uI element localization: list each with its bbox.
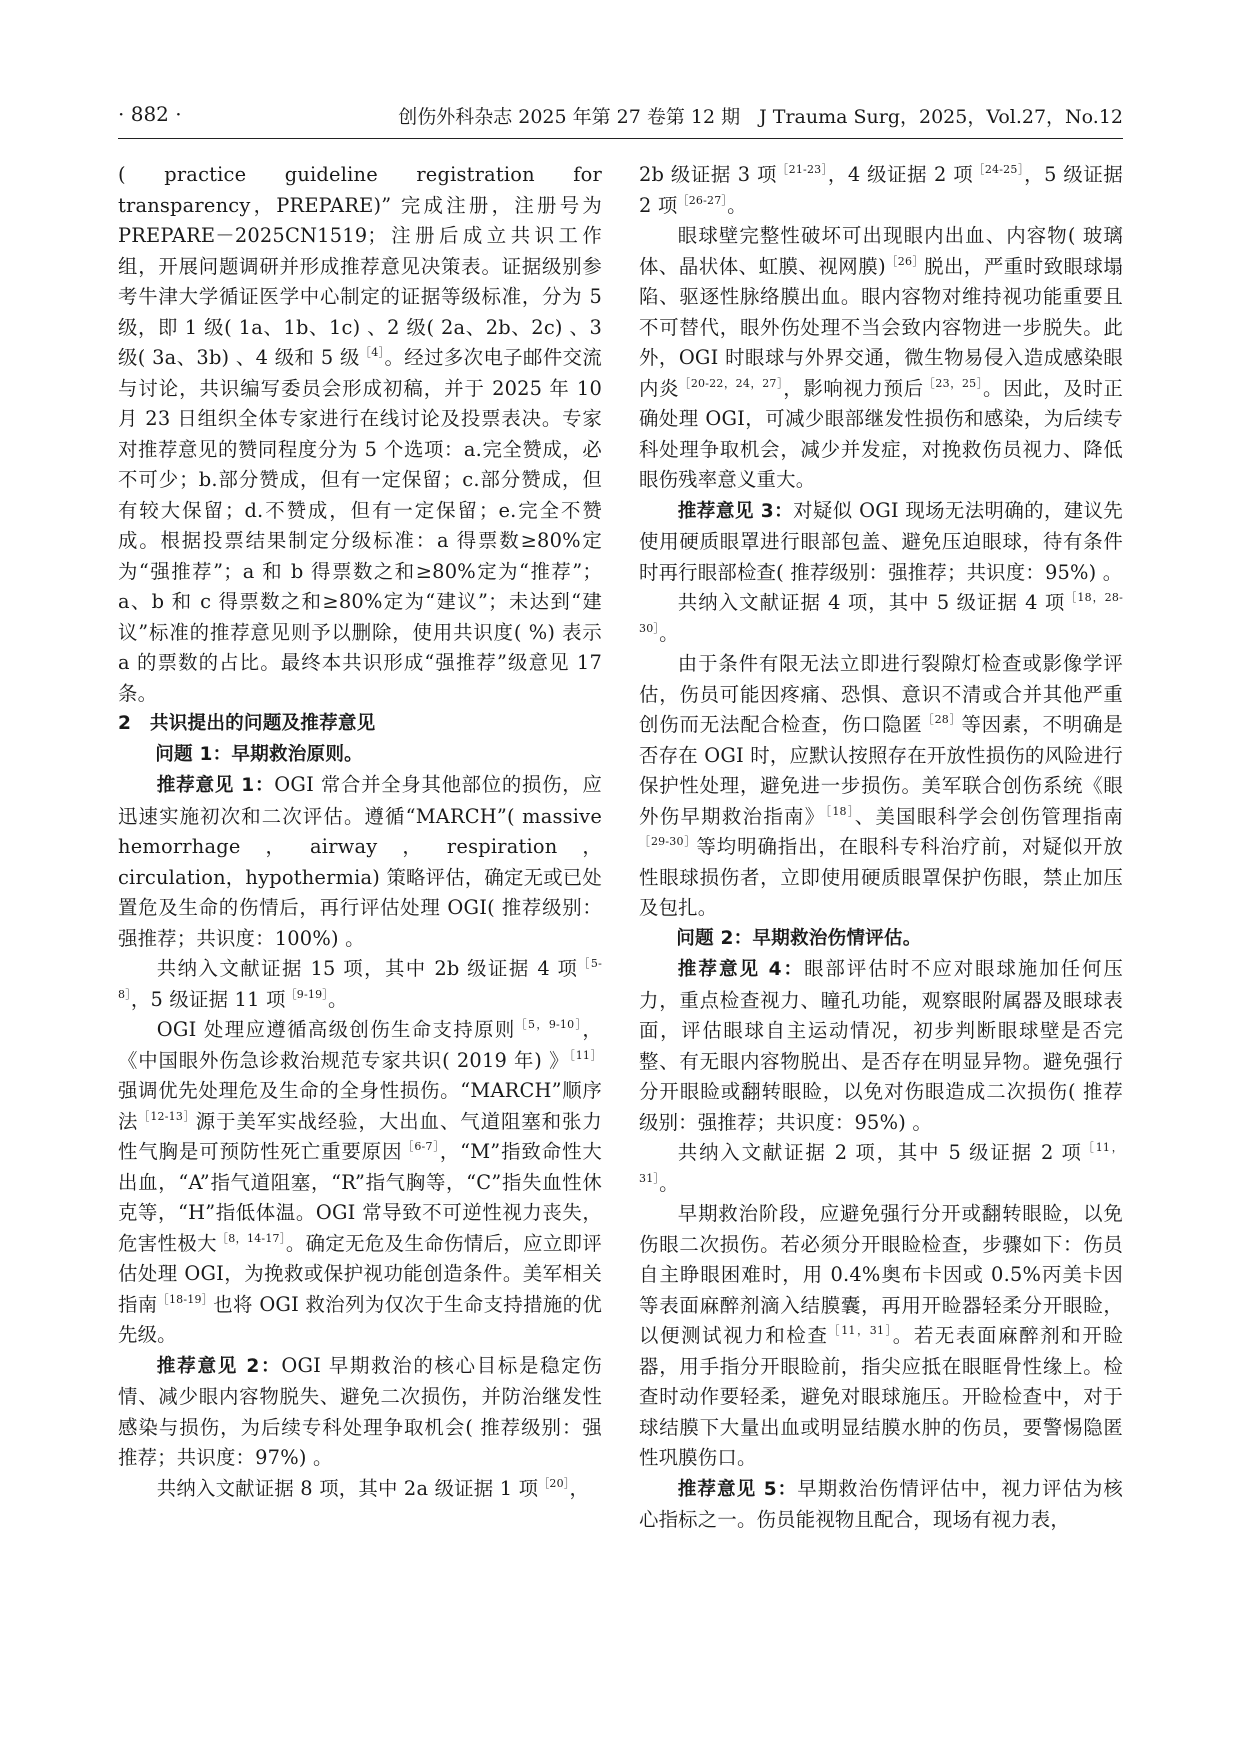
recommendation-label: 推荐意见 3： [677, 500, 794, 522]
evidence-paragraph: 共纳入文献证据 15 项，其中 2b 级证据 4 项$^{[5-8]}$，5 级证据 11 项$^{[9-19]}$。 [118, 957, 602, 1011]
question-heading: 问题 2：早期救治伤情评估。 [676, 927, 922, 949]
page-number: · 882 · [118, 102, 182, 126]
citation[interactable]: ［6-7］ [402, 1140, 440, 1153]
recommendation-3: 推荐意见 3：对疑似 OGI 现场无法明确的，建议先使用硬质眼罩进行眼部包盖、避免压迫眼球，待有条件时再行眼部检查( 推荐级别：强推荐；共识度：95%) 。 [639, 498, 1123, 584]
citation[interactable]: ［18-19］ [157, 1292, 214, 1306]
citation[interactable]: ［11，31］ [828, 1324, 893, 1337]
citation[interactable]: ［20］ [538, 1476, 570, 1490]
citation[interactable]: ［8，14-17］ [216, 1231, 286, 1245]
section-heading: 2 共识提出的问题及推荐意见 [118, 713, 376, 734]
recommendation-label: 推荐意见 2： [156, 1355, 282, 1377]
citation[interactable]: ［9-19］ [285, 987, 328, 1001]
body-paragraph: OGI 处理应遵循高级创伤生命支持原则$^{[5,9-10]}$，《中国眼外伤急诊救治规范专家共识( 2019 年) 》$^{[11]}$强调优先处理危及生命的全身性损伤。“MARCH”顺序法$^{[12-13]}$源于美军实战经验，大出血、气道阻塞和张力性气胸是可预防性死亡重要原因$^{[6-7]}$，“M”指致命性大出血，“A”指气道阻塞，“R”指气胸等，“C”指失血性休克等，“H”指低体温。OGI 常导致不可逆性视力丧失，危害性极大$^{[8,14-17]}$。确定无危及生命伤情后，应立即评估处理 OGI，为挽救或保护视功能创造条件。美军相关指南$^{[18-19]}$也将 OGI 救治列为仅次于生命支持措施的优先级。 [118, 1018, 603, 1346]
citation[interactable]: ［12-13］ [138, 1109, 196, 1123]
citation[interactable]: ［23，25］ [923, 376, 984, 390]
evidence-continuation: 2b 级证据 3 项$^{[21-23]}$，4 级证据 2 项$^{[24-25]}$，5 级证据 2 项$^{[26-27]}$。 [639, 163, 1123, 217]
recommendation-label: 推荐意见 1： [156, 775, 275, 796]
methods-paragraph: ( practice guideline registration for transparency，PREPARE)” 完成注册，注册号为 PREPARE－2025CN1519；注册后成立共识工作组，开展问题调研并形成推荐意见决策表。证据级别参考牛津大学循证医学中心制定的证据等级标准，分为 5 级，即 1 级( 1a、1b、1c) 、2 级( 2a、2b、2c) 、3 级( 3a、3b) 、4 级和 5 级$^{[4]}$。经过多次电子邮件交流与讨论，共识编写委员会形成初稿，并于 2025 年 10 月 23 日组织全体专家进行在线讨论及投票表决。专家对推荐意见的赞同程度分为 5 个选项：a.完全赞成，必不可少；b.部分赞成，但有一定保留；c.部分赞成，但有较大保留；d.不赞成，但有一定保留；e.完全不赞成。根据投票结果制定分级标准：a 得票数≥80%定为“强推荐”；a 和 b 得票数之和≥80%定为“推荐”；a、b 和 c 得票数之和≥80%定为“建议”；未达到“建议”标准的推荐意见则予以删除，使用共识度( %) 表示 a 的票数的占比。最终本共识形成“强推荐”级意见 17 条。 [118, 163, 602, 705]
citation[interactable]: ［18，28-30］ [639, 591, 1123, 635]
citation[interactable]: ［26-27］ [677, 193, 728, 207]
left-column [118, 160, 602, 1504]
citation[interactable]: ［18］ [825, 804, 855, 818]
journal-citation: 创伤外科杂志 2025 年第 27 卷第 12 期 J Trauma Surg，2025，Vol.27，No.12 [398, 106, 1123, 128]
citation[interactable]: ［11，31］ [639, 1141, 1123, 1185]
recommendation-label: 推荐意见 4： [677, 959, 805, 980]
citation[interactable]: ［29-30］ [639, 835, 697, 848]
body-paragraph: 早期救治阶段，应避免强行分开或翻转眼睑，以免伤眼二次损伤。若必须分开眼睑检查，步骤如下：伤员自主睁眼困难时，用 0.4%奥布卡因或 0.5%丙美卡因等表面麻醉剂滴入结膜囊，再用开睑器轻柔分开眼睑，以便测试视力和检查$^{[11,31]}$。若无表面麻醉剂和开睑器，用手指分开眼睑前，指尖应抵在眼眶骨性缘上。检查时动作要轻柔，避免对眼球施压。开睑检查中，对于球结膜下大量出血或明显结膜水肿的伤员，要警惕隐匿性巩膜伤口。 [639, 1202, 1123, 1469]
evidence-paragraph: 共纳入文献证据 8 项，其中 2a 级证据 1 项$^{[20]}$， [156, 1476, 590, 1500]
recommendation-2: 推荐意见 2：OGI 早期救治的核心目标是稳定伤情、减少眼内容物脱失、避免二次损伤，并防治继发性感染与损伤，为后续专科处理争取机会( 推荐级别：强推荐；共识度：97%) 。 [118, 1353, 602, 1469]
citation[interactable]: ［26］ [885, 254, 925, 268]
citation[interactable]: ［4］ [359, 346, 385, 359]
question-heading: 问题 1：早期救治原则。 [155, 743, 363, 765]
citation[interactable]: ［24-25］ [973, 163, 1025, 176]
running-header [118, 98, 1123, 139]
recommendation-label: 推荐意见 5： [677, 1478, 798, 1500]
citation[interactable]: ［5-8］ [118, 957, 602, 1001]
citation[interactable]: ［20-22，24，27］ [679, 376, 784, 390]
body-paragraph: 由于条件有限无法立即进行裂隙灯检查或影像学评估，伤员可能因疼痛、恐惧、意识不清或合并其他严重创伤而无法配合检查，伤口隐匿$^{[28]}$等因素，不明确是否存在 OGI 时，应默认按照存在开放性损伤的风险进行保护性处理，避免进一步损伤。美军联合创伤系统《眼外伤早期救治指南》$^{[18]}$、美国眼科学会创伤管理指南$^{[29-30]}$等均明确指出，在眼科专科治疗前，对疑似开放性眼球损伤者，立即使用硬质眼罩保护伤眼，禁止加压及包扎。 [639, 652, 1123, 919]
recommendation-4: 推荐意见 4：眼部评估时不应对眼球施加任何压力，重点检查视力、瞳孔功能，观察眼附属器及眼球表面，评估眼球自主运动情况，初步判断眼球壁是否完整、有无眼内容物脱出、是否存在明显异物。避免强行分开眼睑或翻转眼睑，以免对伤眼造成二次损伤( 推荐级别：强推荐；共识度：95%) 。 [639, 957, 1124, 1134]
right-column [639, 160, 1123, 1536]
citation[interactable]: ［28］ [922, 713, 962, 726]
citation[interactable]: ［21-23］ [777, 163, 828, 176]
evidence-paragraph: 共纳入文献证据 2 项，其中 5 级证据 2 项$^{[11,31]}$。 [639, 1141, 1123, 1195]
evidence-paragraph: 共纳入文献证据 4 项，其中 5 级证据 4 项$^{[18,28-30]}$。 [639, 591, 1123, 645]
body-paragraph: 眼球壁完整性破坏可出现眼内出血、内容物( 玻璃体、晶状体、虹膜、视网膜)$^{[26]}$脱出，严重时致眼球塌陷、驱逐性脉络膜出血。眼内容物对维持视功能重要且不可替代，眼外伤处理不当会致内容物进一步脱失。此外，OGI 时眼球与外界交通，微生物易侵入造成感染眼内炎$^{[20-22,24,27]}$，影响视力预后$^{[23,25]}$。因此，及时正确处理 OGI，可减少眼部继发性损伤和感染，为后续专科处理争取机会，减少并发症，对挽救伤员视力、降低眼伤残率意义重大。 [639, 224, 1124, 491]
recommendation-5: 推荐意见 5：早期救治伤情评估中，视力评估为核心指标之一。伤员能视物且配合，现场有视力表， [639, 1476, 1123, 1531]
citation[interactable]: ［11］ [569, 1048, 602, 1062]
recommendation-1: 推荐意见 1：OGI 常合并全身其他部位的损伤，应迅速实施初次和二次评估。遵循“MARCH”( massive hemorrhage，airway，respiration，circulation，hypothermia) 策略评估，确定无或已处置危及生命的伤情后，再行评估处理 OGI( 推荐级别：强推荐；共识度：100%) 。 [118, 773, 603, 950]
citation[interactable]: ［5，9-10］ [515, 1018, 583, 1031]
